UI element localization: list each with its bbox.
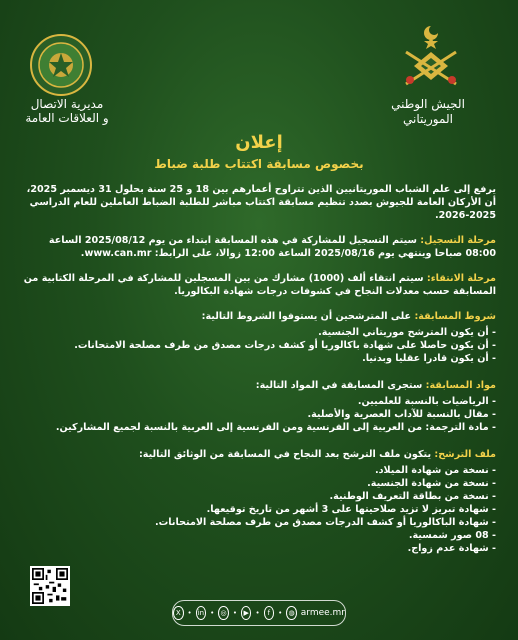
list-item: - شهادة تبريز لا تزيد صلاحيتها على 3 أشهر من تاريخ توقيعها. — [206, 504, 496, 515]
list-item: - أن يكون قادرا عقليا وبدنيا. — [362, 353, 496, 364]
list-item: - نسخة من شهادة الميلاد. — [374, 465, 496, 476]
subjects-section — [20, 379, 496, 434]
file-label: ملف الترشح: — [434, 449, 496, 460]
conditions-intro: على المترشحين أن يستوفوا الشروط التالية: — [201, 311, 412, 322]
directorate-line-1: مديرية الاتصال — [30, 97, 104, 111]
instagram-icon[interactable]: ◎ — [218, 606, 229, 620]
facebook-icon[interactable]: f — [264, 606, 275, 620]
announcement-subtitle: بخصوص مسابقة اكتتاب طلبة ضباط — [154, 157, 364, 171]
list-item: - أن يكون المترشح موريتاني الجنسية. — [318, 327, 496, 338]
qr-code-icon[interactable] — [30, 566, 70, 606]
file-section — [20, 448, 496, 555]
army-emblem-icon — [396, 22, 466, 92]
intro-paragraph: يرفع إلى علم الشباب الموريتانيين الذين تتراوح أعمارهم بين 18 و 25 سنة بحلول 31 ديسمبر 2025، أن الأركان العامة للجيوش بصدد تنظيم مسابقة اكتتاب مباشر للطلبة الضباط العاملين للعام الدراسي 2025-2026. — [26, 184, 496, 221]
web-icon[interactable]: ◍ — [286, 606, 297, 620]
directorate-line-2: و العلاقات العامة — [25, 111, 109, 125]
registration-label: مرحلة التسجيل: — [420, 235, 496, 246]
conditions-label: شروط المسابقة: — [414, 311, 496, 322]
list-item: - 08 صور شمسية. — [408, 530, 496, 541]
list-item: - شهادة عدم زواج. — [407, 543, 496, 554]
list-item: - نسخة من بطاقة التعريف الوطنية. — [329, 491, 496, 502]
conditions-section — [20, 310, 496, 365]
website-link[interactable]: armee.mr — [300, 608, 346, 618]
directorate-emblem-icon — [30, 34, 92, 96]
registration-paragraph — [20, 234, 496, 260]
list-item: - مادة الترجمة: من العربية إلى الفرنسية ومن الفرنسية إلى العربية بالنسبة لجميع المشاركين. — [55, 422, 496, 433]
social-links-bar: X • in • ◎ • ▶ • f • ◍ armee.mr — [172, 600, 346, 626]
selection-label: مرحلة الانتقاء: — [426, 273, 496, 284]
youtube-icon[interactable]: ▶ — [241, 606, 252, 620]
file-intro: يتكون ملف الترشح بعد النجاح في المسابقة من الوثائق التالية: — [138, 449, 432, 460]
subjects-intro: ستجرى المسابقة في المواد التالية: — [255, 380, 423, 391]
directorate-name — [12, 97, 122, 125]
army-name — [378, 97, 478, 127]
linkedin-icon[interactable]: in — [196, 606, 207, 620]
announcement-body — [20, 183, 496, 555]
list-item: - مقال بالنسبة للآداب العصرية والأصلية. — [307, 409, 496, 420]
subjects-label: مواد المسابقة: — [425, 380, 496, 391]
selection-paragraph — [20, 272, 496, 298]
list-item: - أن يكون حاصلا على شهادة باكالوريا أو كشف درجات مصدق من طرف مصلحة الامتحانات. — [74, 340, 496, 351]
list-item: - شهادة الباكالوريا أو كشف الدرجات مصدق من طرف مصلحة الامتحانات. — [155, 517, 496, 528]
announcement-title: إعلان — [235, 132, 283, 153]
army-line-2: الموريتاني — [403, 112, 453, 126]
list-item: - نسخة من شهادة الجنسية. — [367, 478, 496, 489]
registration-text: سيتم التسجيل للمشاركة في هذه المسابقة ابتداء من يوم 2025/08/12 الساعة 08:00 صباحا وينتهي يوم 2025/08/16 الساعة 12:00 زوالا، على الرابط: www.can.mr. — [48, 235, 496, 259]
list-item: - الرياضيات بالنسبة للعلميين. — [357, 396, 496, 407]
selection-text: سيتم انتقاء ألف (1000) مشارك من بين المسجلين للمشاركة في المرحلة الكتابية من المسابقة حسب معدلات النجاح في كشوفات درجات شهادة البكالوريا. — [23, 273, 496, 297]
x-icon[interactable]: X — [173, 606, 184, 620]
army-line-1: الجيش الوطني — [391, 97, 465, 111]
